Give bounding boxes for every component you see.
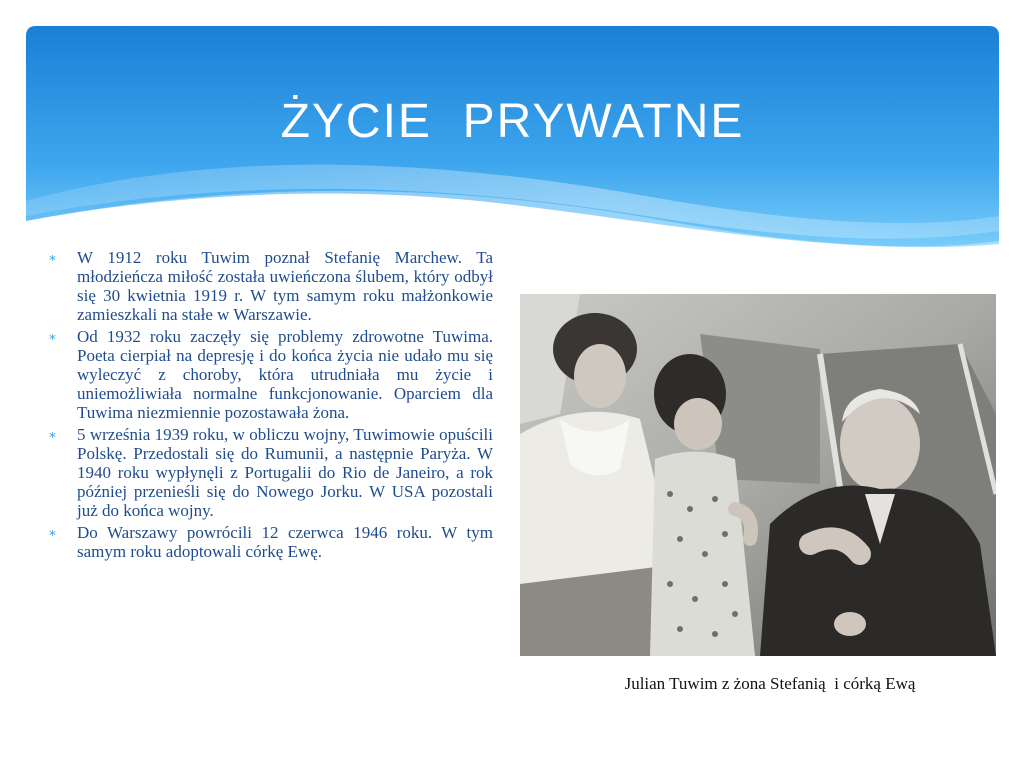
list-item-text: Od 1932 roku zaczęły się problemy zdrowotne Tuwima. Poeta cierpiał na depresję i do końca życia nie udało mu się wyleczyć z choroby, która utrudniała mu życie i uniemożliwiała normalne funkcjonowanie. Oparciem dla Tuwima niezmiennie pozostawała żona. [77,327,493,422]
header-banner [26,26,999,256]
bullet-list-container [48,248,493,564]
list-item [48,248,493,324]
photo-caption: Julian Tuwim z żona Stefanią i córką Ewą [624,674,916,693]
list-item [48,425,493,520]
list-item-text: W 1912 roku Tuwim poznał Stefanię Marchew. Ta młodzieńcza miłość została uwieńczona ślubem, który odbył się 30 kwietnia 1919 r. W tym samym roku małżonkowie zamieszkali na stałe w Warszawie. [77,248,493,324]
family-photo-image [520,294,996,656]
page-title: ŻYCIE PRYWATNE [280,95,745,148]
bullet-star-icon: ∗ [48,329,57,344]
family-photo [520,294,996,656]
bullet-star-icon: ∗ [48,427,57,442]
bullet-star-icon: ∗ [48,525,57,540]
list-item [48,523,493,561]
list-item-text: 5 września 1939 roku, w obliczu wojny, Tuwimowie opuścili Polskę. Przedostali się do Rumunii, a następnie Paryża. W 1940 roku wypłynęli z Portugalii do Rio de Janeiro, a rok później przenieśli się do Nowego Jorku. W USA pozostali już do końca wojny. [77,425,493,520]
bullet-star-icon: ∗ [48,250,57,265]
bullet-list [48,248,493,561]
list-item [48,327,493,422]
list-item-text: Do Warszawy powrócili 12 czerwca 1946 roku. W tym samym roku adoptowali córkę Ewę. [77,523,493,561]
